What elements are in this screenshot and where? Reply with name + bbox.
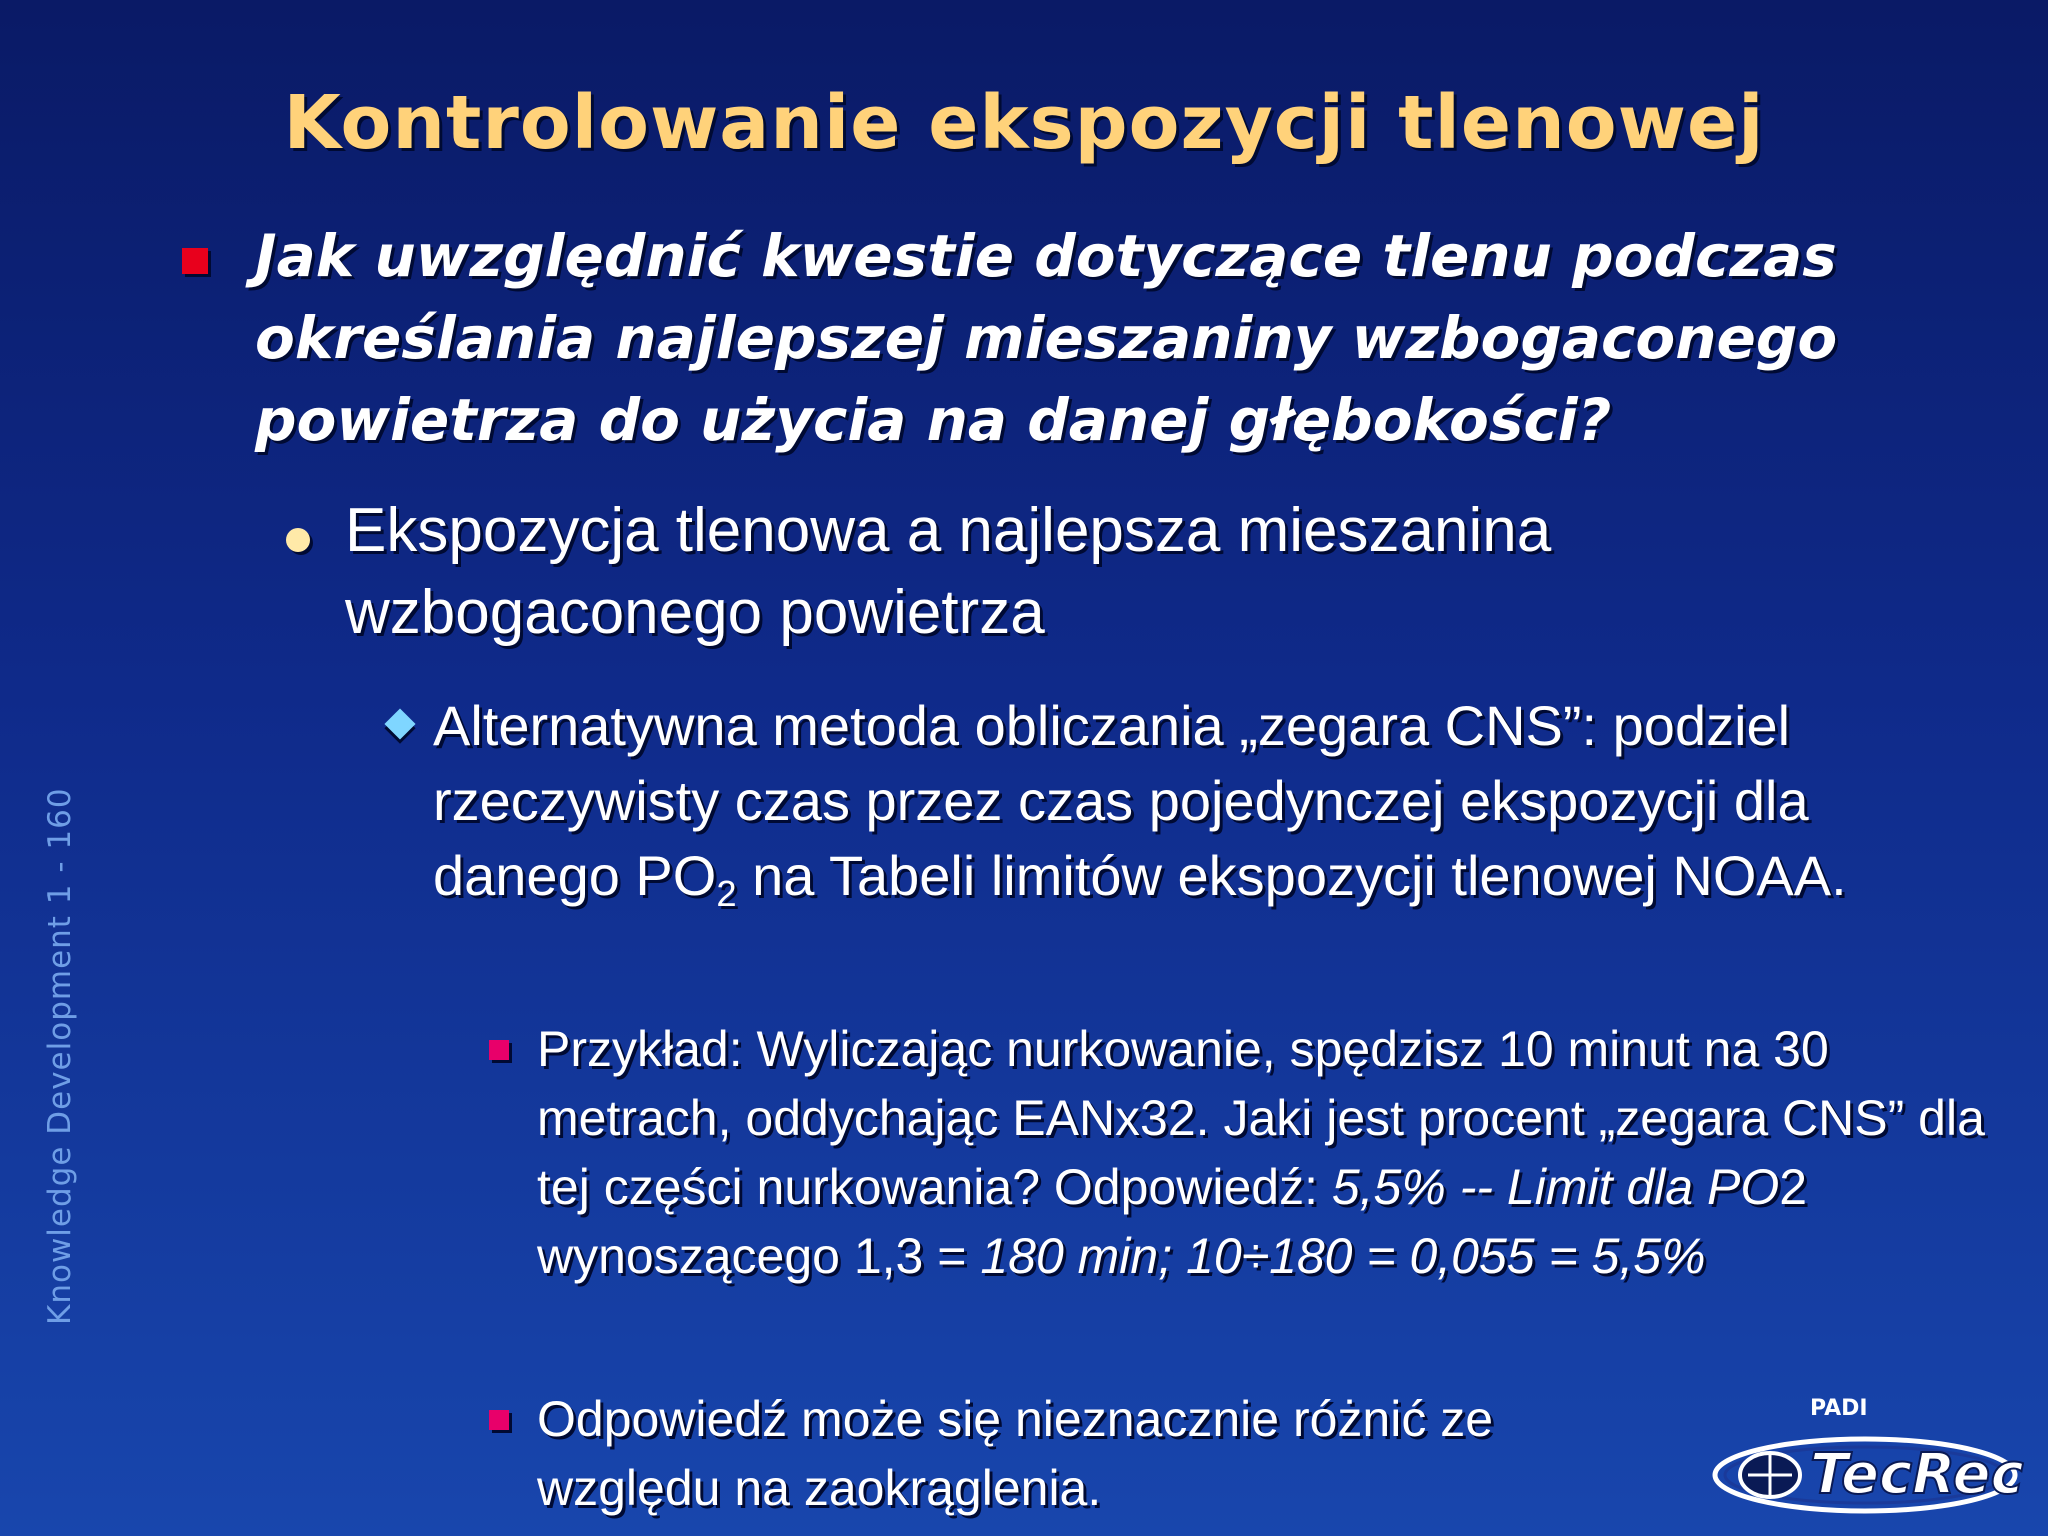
logo-tecrec-text: TecRec (1810, 1442, 2024, 1507)
example-answer-part-1: 5,5% -- Limit dla PO (1331, 1159, 1780, 1215)
pink-square-bullet-icon (489, 1410, 509, 1430)
example-question: Przykład: Wyliczając nurkowanie, spędzisz 10 minut na 30 metrach, oddychając EANx32. Jaki jest procent „zegara CNS” dla tej części nurkowania? Odpowiedź: (537, 1021, 1985, 1215)
method-text-end: na Tabeli limitów ekspozycji tlenowej NOAA. (736, 844, 1847, 907)
subtopic-text: Ekspozycja tlenowa a najlepsza mieszanina wzbogaconego powietrza (345, 496, 1552, 647)
logo-padi-text: PADI (1810, 1396, 1868, 1421)
example-text (537, 1015, 1987, 1291)
round-bullet-icon (286, 528, 310, 552)
rounding-note: Odpowiedź może się nieznacznie różnić ze względu na zaokrąglenia. (537, 1391, 1494, 1516)
example-answer-part-2: 2 wynoszącego 1,3 = (537, 1159, 1808, 1284)
method-text-main: Alternatywna metoda obliczania „zegara CNS”: podziel rzeczywisty czas przez czas pojedynczej ekspozycji dla danego PO (433, 694, 1809, 907)
red-square-bullet-icon (182, 248, 208, 274)
padi-tecrec-logo (1700, 1395, 2030, 1520)
question-text: Jak uwzględnić kwestie dotyczące tlenu podczas określania najlepszej mieszaniny wzbogaconego powietrza do użycia na danej głębokości? (255, 222, 1838, 454)
diamond-bullet-icon (384, 708, 415, 739)
method-subscript: 2 (716, 872, 737, 914)
method-text (433, 688, 1993, 913)
slide-title: Kontrolowanie ekspozycji tlenowej (283, 80, 1765, 166)
pink-square-bullet-icon (489, 1040, 509, 1060)
example-answer-part-3: 180 min; 10÷180 = 0,055 = 5,5% (980, 1228, 1706, 1284)
side-label: Knowledge Development 1 - 160 (42, 787, 78, 1325)
